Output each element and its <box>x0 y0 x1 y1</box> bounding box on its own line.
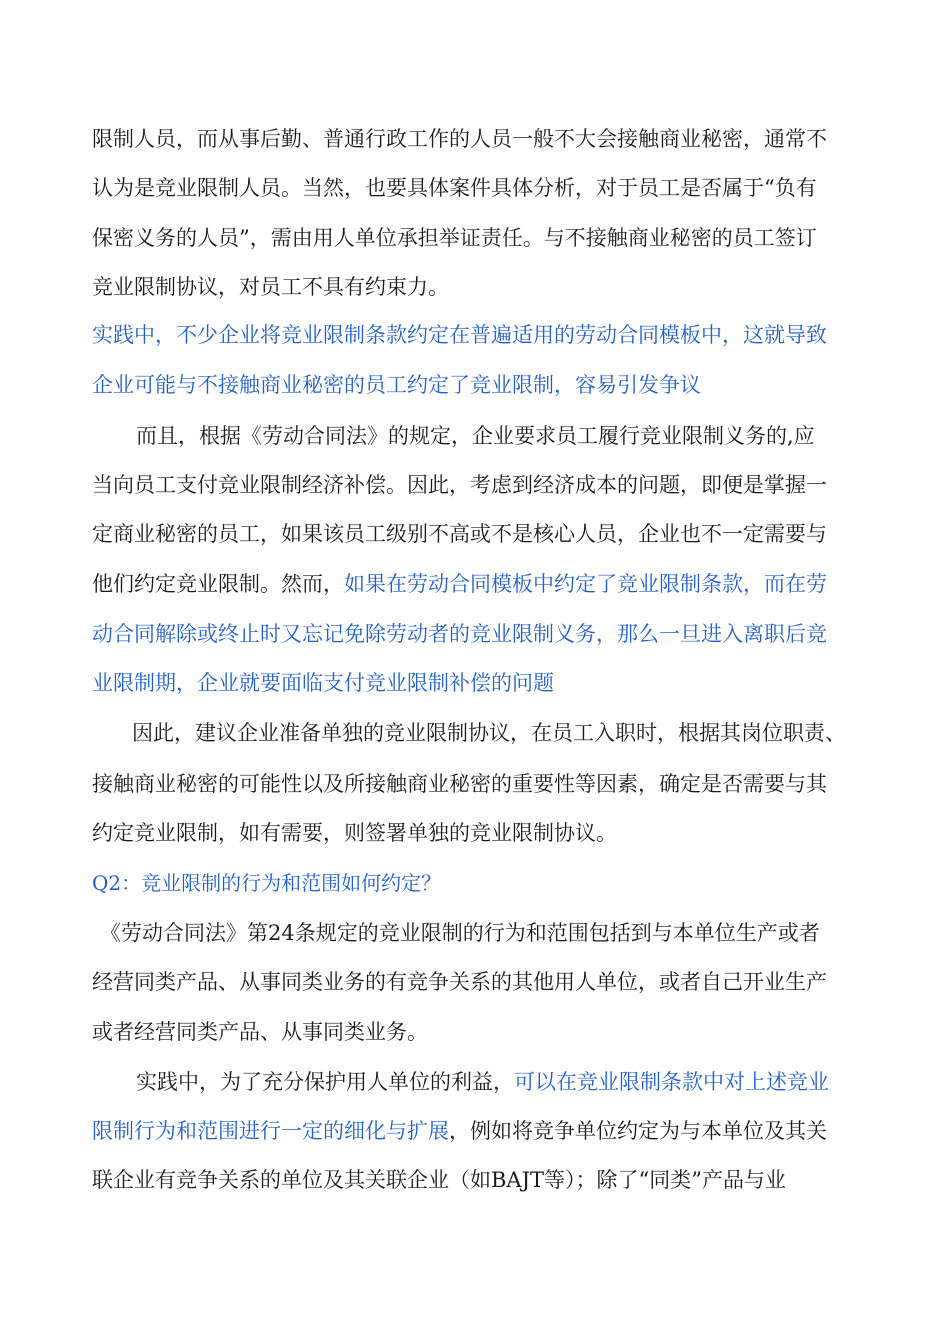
text-segment: Q2：竞业限制的行为和范围如何约定？ <box>92 871 442 895</box>
text-segment: 他们约定竞业限制。然而， <box>92 572 344 596</box>
highlight-line-2 <box>92 371 882 399</box>
text-segment: 经营同类产品、从事同类业务的有竞争关系的其他用人单位，或者自己开业生产 <box>92 970 827 994</box>
text-line-5 <box>136 422 876 450</box>
text-segment: 保密义务的人员”，需由用人单位承担举证责任。与不接触商业秘密的员工签订 <box>92 226 817 250</box>
text-line-9 <box>132 719 902 747</box>
highlight-line-4 <box>92 669 882 697</box>
text-line-13 <box>92 968 882 996</box>
text-line-8 <box>92 570 882 598</box>
text-segment: 而且，根据《劳动合同法》的规定，企业要求员工履行竞业限制义务的,应 <box>136 424 815 448</box>
text-line-10 <box>92 770 882 798</box>
text-line-6 <box>92 471 882 499</box>
highlight-segment: 可以在竞业限制条款中对上述竞业 <box>514 1070 829 1094</box>
text-segment: 竞业限制协议，对员工不具有约束力。 <box>92 275 449 299</box>
text-segment: 认为是竞业限制人员。当然，也要具体案件具体分析，对于员工是否属于“负有 <box>92 176 817 200</box>
section-heading-q2 <box>92 869 882 897</box>
text-segment: 实践中，为了充分保护用人单位的利益， <box>136 1070 514 1094</box>
text-line-1 <box>92 125 882 153</box>
text-line-3 <box>92 224 882 252</box>
text-line-15 <box>136 1068 881 1096</box>
text-segment: 或者经营同类产品、从事同类业务。 <box>92 1020 428 1044</box>
text-segment: 动合同解除或终止时又忘记免除劳动者的竞业限制义务，那么一旦进入离职后竞 <box>92 622 827 646</box>
text-segment: ，例如将竞争单位约定为与本单位及其关 <box>449 1119 827 1143</box>
text-segment: 约定竞业限制，如有需要，则签署单独的竞业限制协议。 <box>92 821 617 845</box>
text-segment: 因此，建议企业准备单独的竞业限制协议，在员工入职时，根据其岗位职责、 <box>132 721 846 745</box>
text-line-2 <box>92 174 882 202</box>
text-segment: 联企业有竞争关系的单位及其关联企业（如BAJT等）；除了“同类”产品与业 <box>92 1168 786 1192</box>
highlight-segment: 限制行为和范围进行一定的细化与扩展 <box>92 1119 449 1143</box>
text-segment: 限制人员，而从事后勤、普通行政工作的人员一般不大会接触商业秘密，通常不 <box>92 127 827 151</box>
text-segment: 当向员工支付竞业限制经济补偿。因此，考虑到经济成本的问题，即便是掌握一 <box>92 473 827 497</box>
text-line-17 <box>92 1166 882 1194</box>
text-segment: 实践中，不少企业将竞业限制条款约定在普遍适用的劳动合同模板中，这就导致 <box>92 323 827 347</box>
text-segment: 接触商业秘密的可能性以及所接触商业秘密的重要性等因素，确定是否需要与其 <box>92 772 827 796</box>
text-segment: 《劳动合同法》第24条规定的竞业限制的行为和范围包括到与本单位生产或者 <box>100 921 820 945</box>
text-segment: 企业可能与不接触商业秘密的员工约定了竞业限制，容易引发争议 <box>92 373 701 397</box>
text-line-14 <box>92 1018 882 1046</box>
text-line-12 <box>100 919 880 947</box>
text-line-4 <box>92 273 882 301</box>
highlight-line-1 <box>92 321 882 349</box>
highlight-line-3 <box>92 620 882 648</box>
text-line-7 <box>92 520 882 548</box>
text-segment: 业限制期，企业就要面临支付竞业限制补偿的问题 <box>92 671 554 695</box>
text-line-11 <box>92 819 882 847</box>
text-line-16 <box>92 1117 882 1145</box>
text-segment: 定商业秘密的员工，如果该员工级别不高或不是核心人员，企业也不一定需要与 <box>92 522 827 546</box>
highlight-segment: 如果在劳动合同模板中约定了竞业限制条款，而在劳 <box>344 572 827 596</box>
